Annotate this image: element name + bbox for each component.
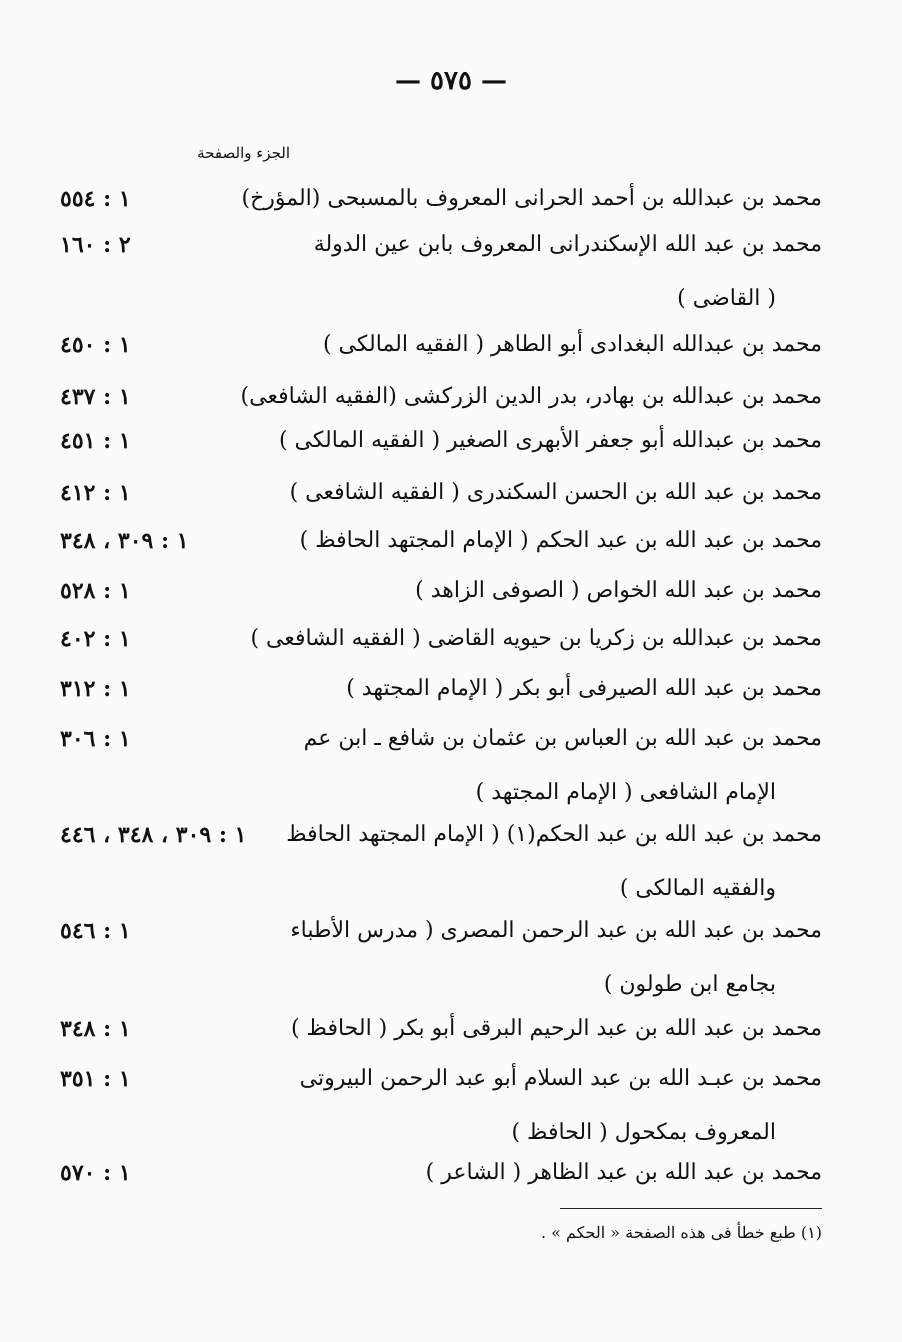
index-entry (60, 1002, 822, 1056)
index-entry (60, 564, 822, 618)
entry-reference: ١ : ٤٥٠ (60, 332, 131, 358)
entry-name: محمد بن عبدالله بن أحمد الحرانى المعروف بالمسبحى (المؤرخ) (241, 186, 822, 211)
entry-continuation: المعروف بمكحول ( الحافظ ) (511, 1120, 776, 1145)
entry-reference: ١ : ٣٥١ (60, 1066, 131, 1092)
entry-name: محمد بن عبد الله بن عبد الرحمن المصرى ( مدرس الأطباء (290, 918, 822, 943)
entry-reference: ١ : ٤٥١ (60, 428, 131, 454)
entry-reference: ١ : ٣٠٦ (60, 726, 131, 752)
page-number: — ٥٧٥ — (394, 66, 508, 96)
entry-name: محمد بن عبد الله الخواص ( الصوفى الزاهد ) (415, 578, 822, 603)
footnote-divider (560, 1208, 822, 1209)
entry-reference: ١ : ٣٠٩ ، ٣٤٨ ، ٤٤٦ (60, 822, 247, 848)
entry-name: محمد بن عبد الله الصيرفى أبو بكر ( الإمام المجتهد ) (346, 676, 822, 701)
index-entry (60, 1052, 822, 1145)
entry-continuation: ( القاضى ) (677, 286, 776, 311)
entry-reference: ١ : ٤٣٧ (60, 384, 131, 410)
entry-reference: ١ : ٤١٢ (60, 480, 131, 506)
entry-name: محمد بن عبد الله بن الحسن السكندرى ( الفقيه الشافعى ) (289, 480, 822, 505)
index-entry (60, 904, 822, 997)
index-entry (60, 712, 822, 805)
column-header: الجزء والصفحة (197, 144, 290, 162)
entry-reference: ١ : ٣٤٨ (60, 1016, 131, 1042)
index-entry (60, 662, 822, 716)
entry-reference: ١ : ٥٥٤ (60, 186, 131, 212)
entry-continuation: بجامع ابن طولون ) (603, 972, 776, 997)
entry-reference: ١ : ٣٠٩ ، ٣٤٨ (60, 528, 189, 554)
entry-reference: ١ : ٥٧٠ (60, 1160, 131, 1186)
entry-name: محمد بن عبدالله البغدادى أبو الطاهر ( الفقيه المالكى ) (322, 332, 822, 357)
index-entry (60, 514, 822, 568)
index-entry (60, 414, 822, 468)
entry-reference: ٢ : ١٦٠ (60, 232, 131, 258)
index-entry (60, 466, 822, 520)
index-entry (60, 1146, 822, 1200)
entry-name: محمد بن عبدالله بن بهادر، بدر الدين الزركشى (الفقيه الشافعى) (240, 384, 822, 409)
entry-name: محمد بن عبد الله بن عبد الحكم ( الإمام المجتهد الحافظ ) (299, 528, 822, 553)
entry-name: محمد بن عبدالله أبو جعفر الأبهرى الصغير ( الفقيه المالكى ) (278, 428, 822, 453)
entry-reference: ١ : ٥٢٨ (60, 578, 131, 604)
entry-continuation: الإمام الشافعى ( الإمام المجتهد ) (475, 780, 776, 805)
entry-reference: ١ : ٥٤٦ (60, 918, 131, 944)
entry-reference: ١ : ٤٠٢ (60, 626, 131, 652)
entry-name: محمد بن عبدالله بن زكريا بن حيويه القاضى ( الفقيه الشافعى ) (250, 626, 822, 651)
entry-reference: ١ : ٣١٢ (60, 676, 131, 702)
entry-name: محمد بن عبد الله بن عبد الحكم(١) ( الإمام المجتهد الحافظ (286, 822, 822, 847)
index-entry (60, 612, 822, 666)
index-entry (60, 318, 822, 372)
entry-continuation: والفقيه المالكى ) (619, 876, 776, 901)
entry-name: محمد بن عبـد الله بن عبد السلام أبو عبد الرحمن البيروتى (299, 1066, 822, 1091)
index-entry (60, 218, 822, 311)
entry-name: محمد بن عبد الله الإسكندرانى المعروف بابن عين الدولة (313, 232, 822, 257)
entry-name: محمد بن عبد الله بن عبد الظاهر ( الشاعر ) (425, 1160, 822, 1185)
footnote: (١) طبع خطأ فى هذه الصفحة « الحكم » . (540, 1223, 822, 1242)
entry-name: محمد بن عبد الله بن العباس بن عثمان بن شافع ـ ابن عم (303, 726, 822, 751)
entry-name: محمد بن عبد الله بن عبد الرحيم البرقى أبو بكر ( الحافظ ) (290, 1016, 822, 1041)
index-entry (60, 808, 822, 901)
